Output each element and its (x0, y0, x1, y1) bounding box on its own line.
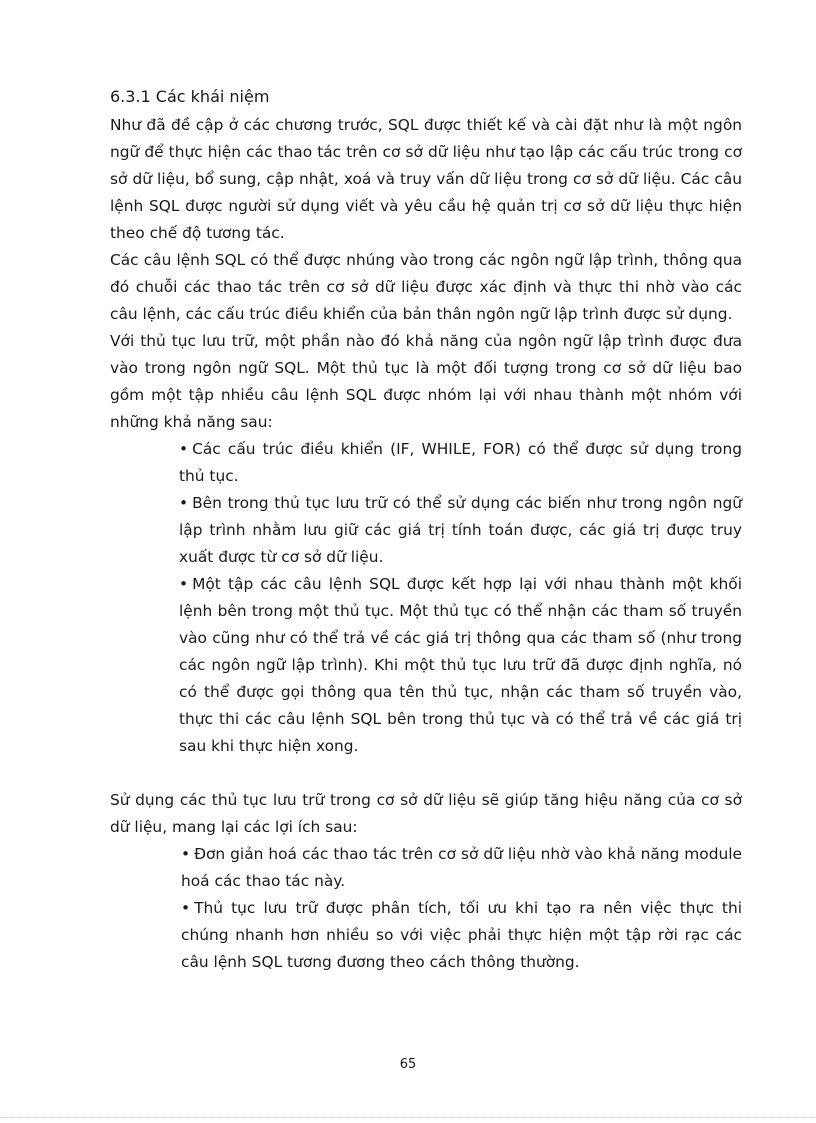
bullet-icon: • (179, 575, 189, 593)
paragraph-stored-procedure: Với thủ tục lưu trữ, một phần nào đó khả năng của ngôn ngữ lập trình được đưa vào trong ngôn ngữ SQL. Một thủ tục là một đối tượng trong cơ sở dữ liệu bao gồm một tập nhiều câu lệnh SQL được nhóm lại với nhau thành một nhóm với những khả năng sau: (110, 332, 742, 431)
paragraph-benefits: Sử dụng các thủ tục lưu trữ trong cơ sở dữ liệu sẽ giúp tăng hiệu năng của cơ sở dữ liệu, mang lại các lợi ích sau: (110, 791, 742, 836)
list-item-text: Đơn giản hoá các thao tác trên cơ sở dữ liệu nhờ vào khả năng module hoá các thao tác này. (181, 845, 742, 890)
capabilities-list (179, 436, 742, 760)
page-number: 65 (399, 1057, 417, 1072)
list-item (179, 490, 742, 571)
document-page (110, 84, 742, 976)
bullet-icon: • (179, 494, 189, 512)
paragraph-spacer (110, 760, 742, 787)
list-item (179, 436, 742, 490)
paragraph-intro: Như đã đề cập ở các chương trước, SQL được thiết kế và cài đặt như là một ngôn ngữ để thực hiện các thao tác trên cơ sở dữ liệu như tạo lập các cấu trúc trong cơ sở dữ liệu, bổ sung, cập nhật, xoá và truy vấn dữ liệu trong cơ sở dữ liệu. Các câu lệnh SQL được người sử dụng viết và yêu cầu hệ quản trị cơ sở dữ liệu thực hiện theo chế độ tương tác. (110, 116, 742, 242)
list-item-text: Các cấu trúc điều khiển (IF, WHILE, FOR) có thể được sử dụng trong thủ tục. (179, 440, 742, 485)
list-item-text: Thủ tục lưu trữ được phân tích, tối ưu khi tạo ra nên việc thực thi chúng nhanh hơn nhiều so với việc phải thực hiện một tập rời rạc các câu lệnh SQL tương đương theo cách thông thường. (181, 899, 742, 971)
section-heading: 6.3.1 Các khái niệm (110, 87, 270, 106)
footer-divider (0, 1117, 816, 1118)
bullet-icon: • (179, 440, 189, 458)
list-item-text: Bên trong thủ tục lưu trữ có thể sử dụng các biến như trong ngôn ngữ lập trình nhằm lưu giữ các giá trị tính toán được, các giá trị được truy xuất được từ cơ sở dữ liệu. (179, 494, 742, 566)
bullet-icon: • (181, 899, 191, 917)
list-item-text: Một tập các câu lệnh SQL được kết hợp lại với nhau thành một khối lệnh bên trong một thủ tục. Một thủ tục có thể nhận các tham số truyền vào cũng như có thể trả về các giá trị thông qua các tham số (như trong các ngôn ngữ lập trình). Khi một thủ tục lưu trữ đã được định nghĩa, nó có thể được gọi thông qua tên thủ tục, nhận các tham số truyền vào, thực thi các câu lệnh SQL bên trong thủ tục và có thể trả về các giá trị sau khi thực hiện xong. (179, 575, 742, 755)
paragraph-embedded-sql: Các câu lệnh SQL có thể được nhúng vào trong các ngôn ngữ lập trình, thông qua đó chuỗi các thao tác trên cơ sở dữ liệu được xác định và thực thi nhờ vào các câu lệnh, các cấu trúc điều khiển của bản thân ngôn ngữ lập trình được sử dụng. (110, 251, 742, 323)
benefits-list (181, 841, 742, 976)
bullet-icon: • (181, 845, 191, 863)
list-item (179, 571, 742, 760)
list-item (181, 895, 742, 976)
list-item (181, 841, 742, 895)
